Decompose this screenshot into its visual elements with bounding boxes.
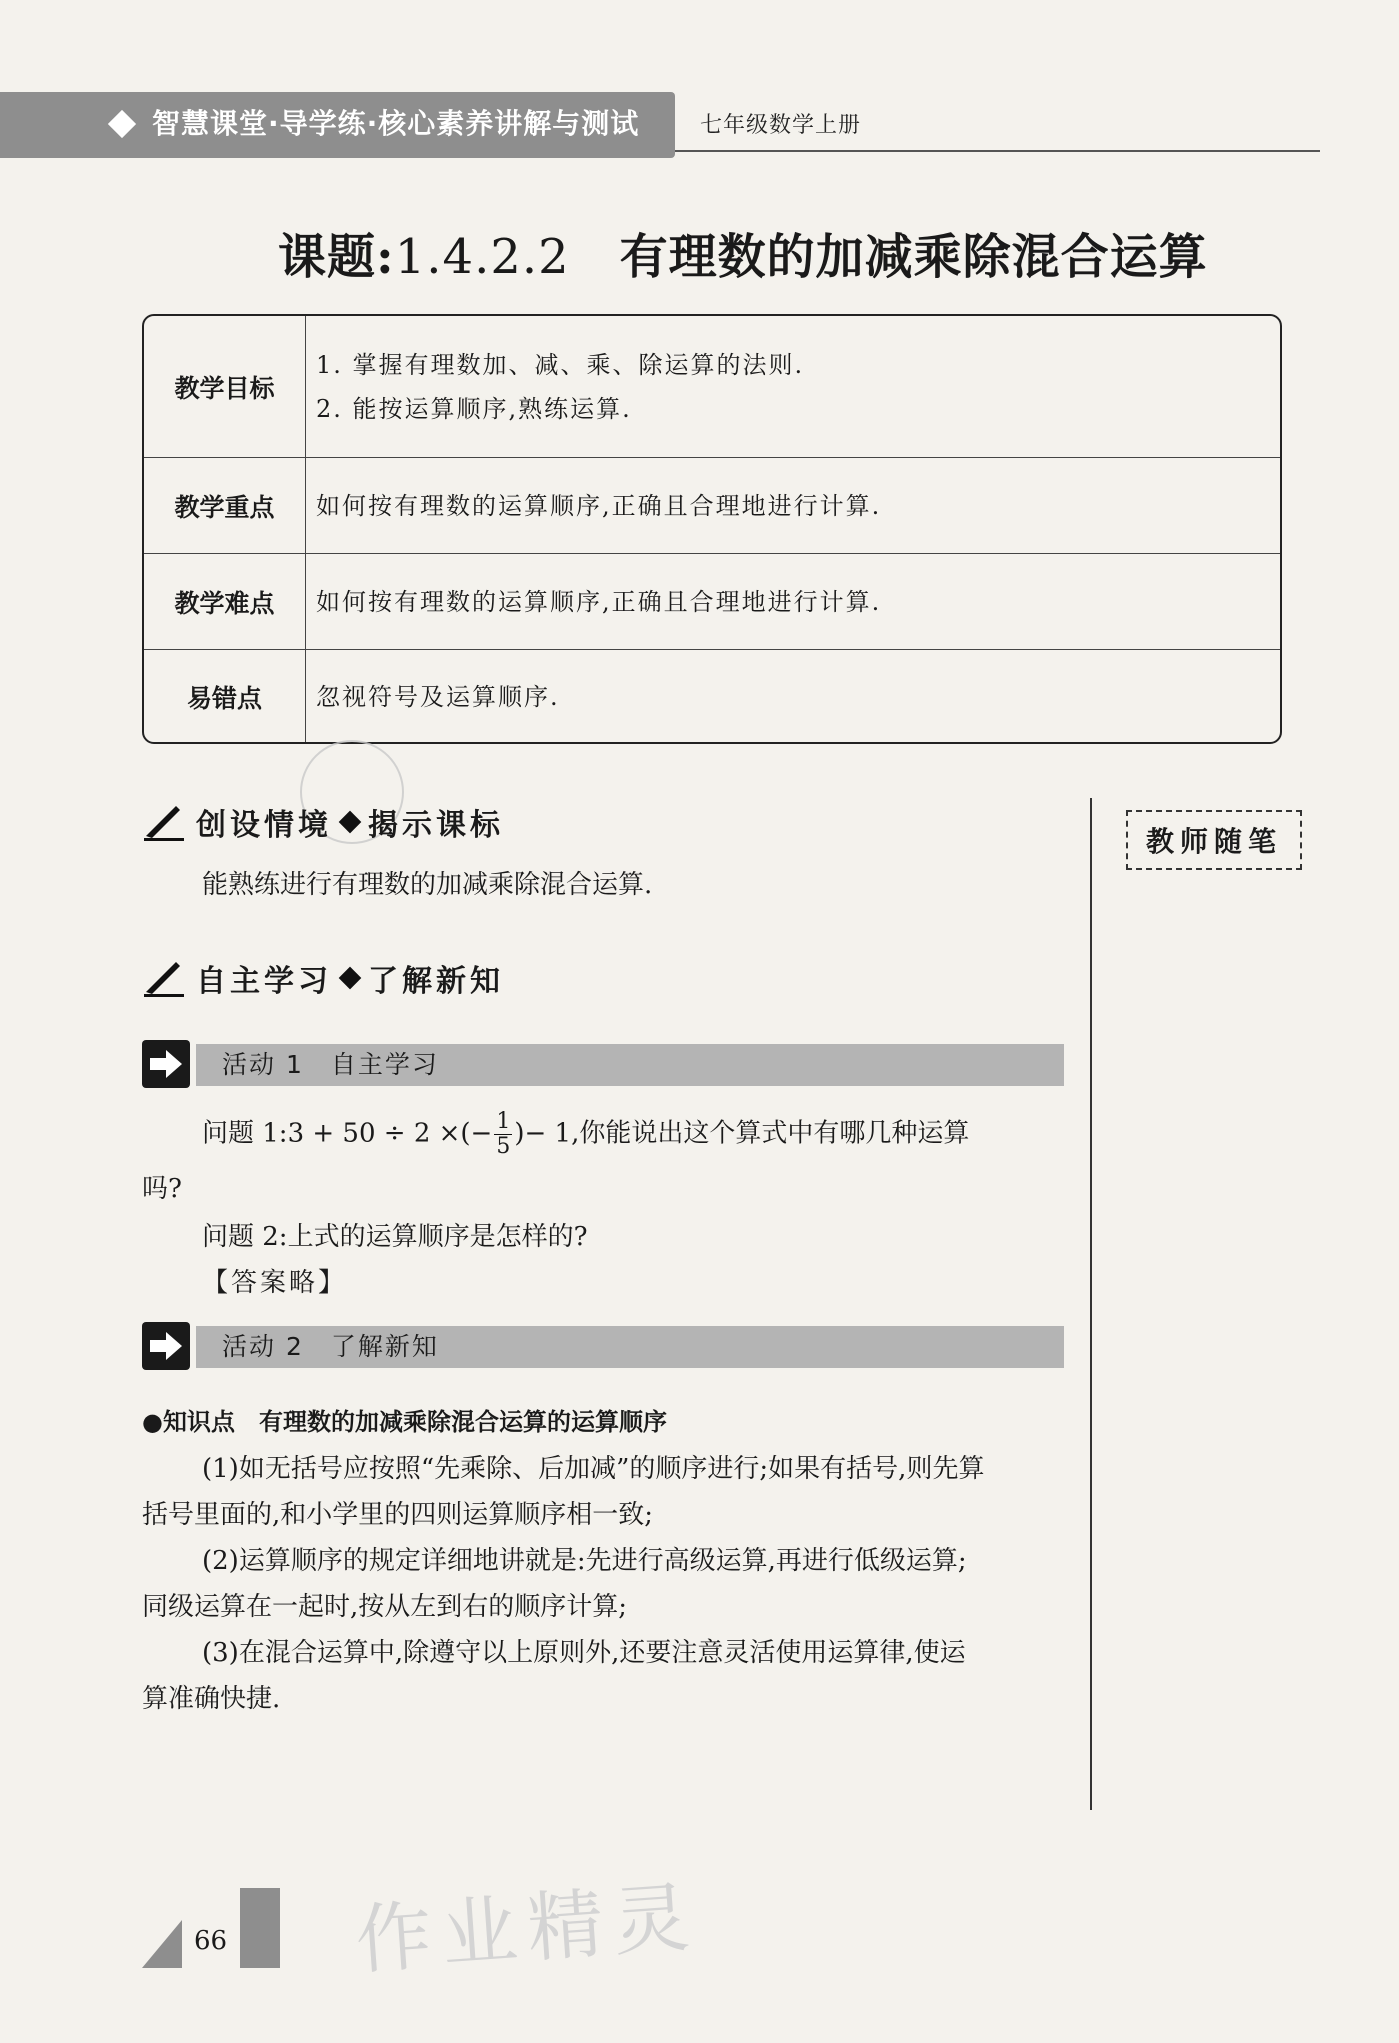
watermark: 作业精灵	[352, 1872, 703, 1985]
fraction: $\frac{1}{5}$	[496, 1109, 511, 1159]
row-line: 2. 能按运算顺序,熟练运算.	[316, 394, 632, 423]
answer-note: 【答案略】	[202, 1268, 348, 1298]
lesson-number: 1.4.2.2	[394, 229, 570, 285]
arrow-right-icon	[142, 1040, 190, 1088]
objectives-table	[142, 314, 1282, 744]
knowledge-body: (1)如无括号应按照“先乘除、后加减”的顺序进行;如果有括号,则先算 括号里面的,和小学里的四则运算顺序相一致; (2)运算顺序的规定详细地讲就是:先进行高级运算,再进行低级运算; 同级运算在一起时,按从左到右的顺序计算; (3)在混合运算中,除遵守以上原则外,还要注意灵活使用运算律,使运 算准确快捷.	[142, 1454, 985, 1714]
lesson-prefix: 课题:	[278, 229, 395, 285]
pen-icon	[142, 802, 186, 842]
activity-bar-1	[142, 1040, 1064, 1088]
table-row	[144, 554, 1280, 650]
grade-label: 七年级数学上册	[700, 113, 862, 138]
page-number: 66	[194, 1926, 228, 1956]
row-content	[316, 316, 1260, 457]
row-label: 教学难点	[144, 554, 306, 649]
row-content	[316, 650, 1260, 744]
row-content	[316, 554, 1260, 649]
knowledge-title: ●知识点 有理数的加减乘除混合运算的运算顺序	[142, 1408, 667, 1436]
activity-label: 活动 2 了解新知	[222, 1332, 439, 1361]
header-band	[0, 92, 675, 158]
arrow-right-icon	[142, 1322, 190, 1370]
sidebar-rule	[1090, 798, 1092, 1810]
section-part: 自主学习	[196, 964, 332, 999]
lesson-name: 有理数的加减乘除混合运算	[619, 229, 1208, 285]
row-label: 易错点	[144, 650, 306, 744]
footer-block	[240, 1888, 280, 1968]
activity-label: 活动 1 自主学习	[222, 1050, 439, 1079]
section-part: 创设情境	[196, 808, 332, 843]
pen-icon	[142, 958, 186, 998]
footer-triangle	[142, 1920, 182, 1968]
section-part: 揭示课标	[368, 808, 504, 843]
teacher-notes-box: 教师随笔	[1126, 810, 1302, 870]
header-rule	[675, 150, 1320, 152]
question-1: 问题 1:3 + 50 ÷ 2 ×(− $\frac{1}{5}$ )− 1,你能说出这个算式中有哪几种运算	[202, 1109, 970, 1159]
row-line: 忽视符号及运算顺序.	[316, 683, 560, 711]
row-line: 1. 掌握有理数加、减、乘、除运算的法则.	[316, 350, 805, 379]
section-part: 了解新知	[368, 964, 504, 999]
row-label: 教学重点	[144, 458, 306, 553]
table-row	[144, 650, 1280, 744]
diamond-icon	[339, 811, 362, 834]
section-heading-2	[142, 956, 504, 1000]
question-1-cont: 吗?	[142, 1174, 182, 1204]
series-title: 智慧课堂·导学练·核心素养讲解与测试	[152, 107, 640, 140]
lesson-title	[278, 218, 1208, 287]
row-content	[316, 458, 1260, 553]
row-label: 教学目标	[144, 316, 306, 457]
section-text: 能熟练进行有理数的加减乘除混合运算.	[202, 870, 653, 900]
section-heading-1	[142, 800, 504, 844]
row-line: 如何按有理数的运算顺序,正确且合理地进行计算.	[316, 587, 882, 616]
diamond-icon	[339, 967, 362, 990]
question-2: 问题 2:上式的运算顺序是怎样的?	[202, 1222, 588, 1252]
row-line: 如何按有理数的运算顺序,正确且合理地进行计算.	[316, 491, 882, 520]
activity-bar-2	[142, 1322, 1064, 1370]
table-row	[144, 316, 1280, 458]
table-row	[144, 458, 1280, 554]
diamond-icon	[108, 110, 136, 138]
